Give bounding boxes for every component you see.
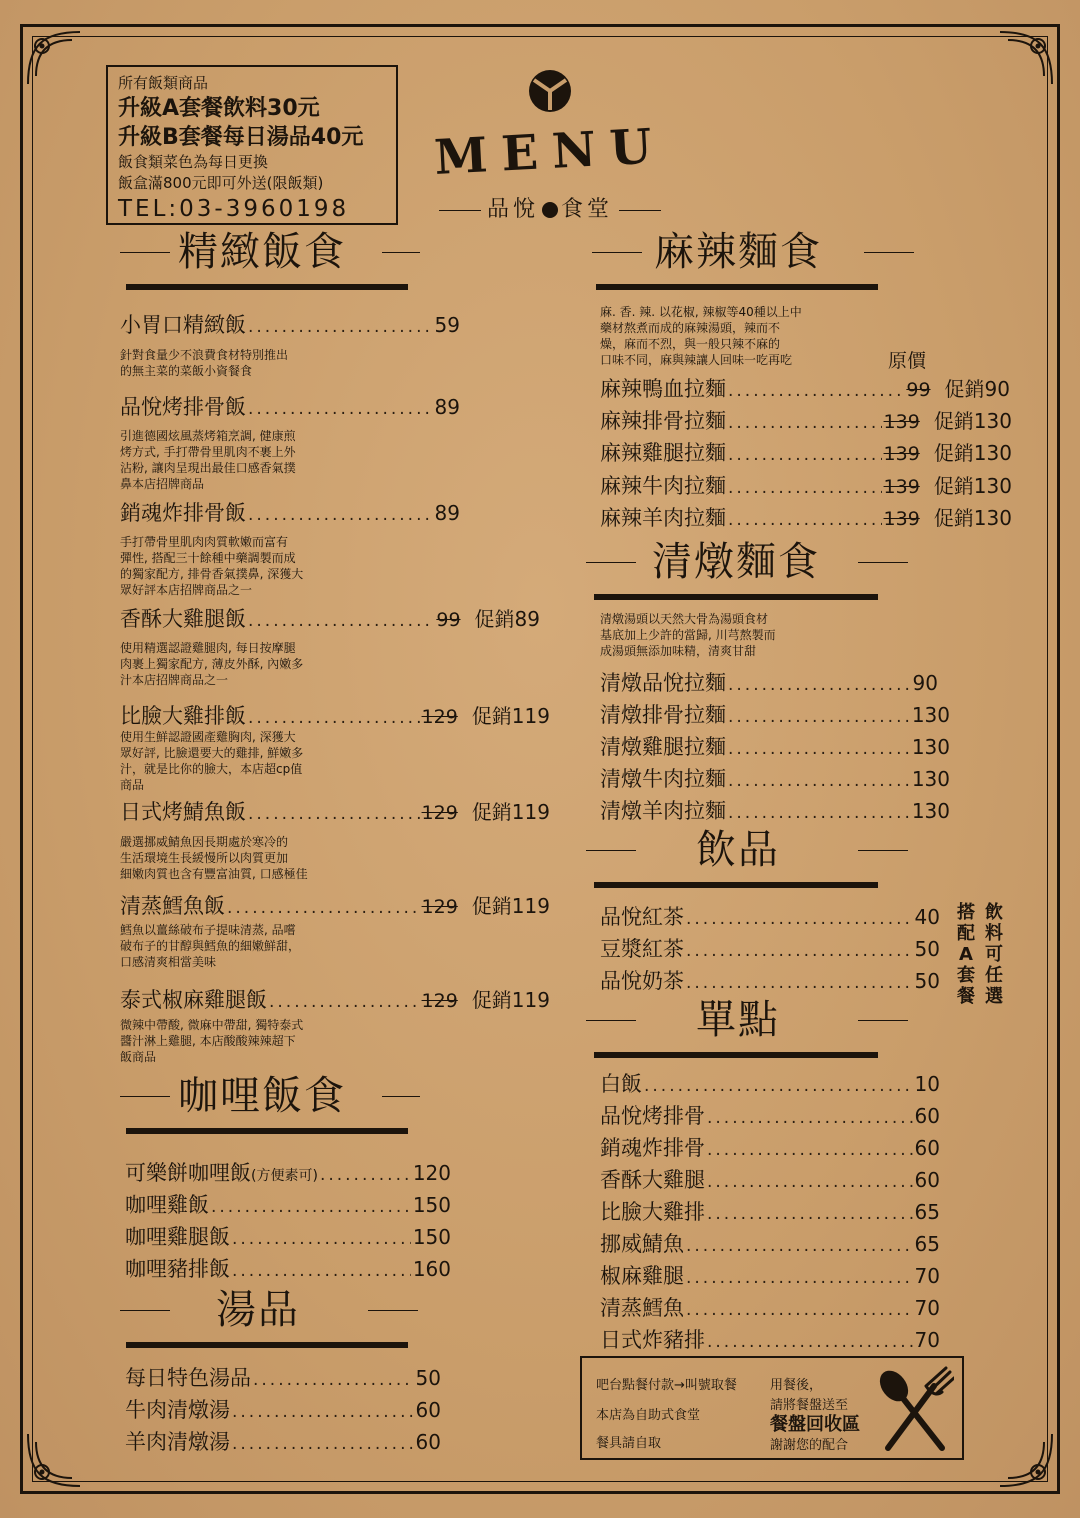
menu-item: 泰式椒麻雞腿飯 ..... 129 促銷119: [120, 984, 550, 1014]
item-description: 嚴選挪威鯖魚因長期處於寒冷的 生活環境生長緩慢所以肉質更加 細嫩肉質也含有豐富油質, 口感極佳: [120, 835, 308, 881]
menu-item: 麻辣鴨血拉麵 ..... 99 促銷90: [600, 373, 1010, 403]
menu-item: 白飯 ..... 10: [600, 1068, 940, 1098]
logo-dot-icon: [542, 202, 558, 218]
notice-text: 吧台點餐付款→叫號取餐: [596, 1378, 737, 1393]
promo-line: 所有飯類商品: [118, 74, 209, 92]
notice-text: 餐具請自取: [596, 1436, 662, 1451]
menu-item: 香酥大雞腿飯 ..... 99 促銷89: [120, 603, 540, 633]
phone-number: TEL:03-3960198: [118, 196, 350, 222]
menu-item: 麻辣牛肉拉麵 ..... 139 促銷130: [600, 470, 1012, 500]
corner-ornament-icon: [994, 26, 1058, 90]
section-title: 飲品: [696, 827, 780, 873]
menu-item: 每日特色湯品 ..... 50: [125, 1362, 441, 1392]
logo-sub-right: 食堂: [561, 197, 614, 222]
menu-item: 挪威鯖魚 ..... 65: [600, 1228, 940, 1258]
section-title: 湯品: [216, 1287, 300, 1333]
section-title: 清燉麵食: [652, 539, 820, 585]
menu-item: 銷魂炸排骨 ..... 60: [600, 1132, 940, 1162]
logo-block: [420, 68, 680, 228]
corner-ornament-icon: [22, 1428, 86, 1492]
menu-item: 麻辣雞腿拉麵 ..... 139 促銷130: [600, 437, 1012, 467]
menu-item: 品悅紅茶 ..... 40: [600, 901, 940, 931]
logo-subtitle: [420, 192, 680, 223]
pinyue-logo-icon: [527, 68, 573, 118]
menu-item: 咖哩豬排飯 ..... 160: [125, 1253, 451, 1283]
menu-item: 可樂餅咖哩飯(方便素可) ..... 120: [125, 1157, 451, 1187]
section-curry: [120, 1072, 420, 1136]
menu-item: 牛肉清燉湯 ..... 60: [125, 1394, 441, 1424]
fork-spoon-icon: [874, 1364, 954, 1454]
section-title: 精緻飯食: [178, 229, 346, 275]
menu-item: 豆漿紅茶 ..... 50: [600, 933, 940, 963]
promo-line: 升級B套餐每日湯品40元: [118, 125, 364, 150]
notice-text: 請將餐盤送至: [770, 1398, 849, 1413]
item-description: 使用生鮮認證國產雞胸肉, 深獲大 眾好評, 比臉還要大的雞排, 鮮嫩多 汁，就是比你的臉大，本店超cp值 商品: [120, 730, 304, 792]
menu-item: 品悅奶茶 ..... 50: [600, 965, 940, 995]
notice-text: 本店為自助式食堂: [596, 1408, 701, 1423]
menu-item: 清蒸鱈魚飯 ..... 129 促銷119: [120, 890, 550, 920]
promo-line: 飯食類菜色為每日更換: [118, 153, 269, 171]
menu-item: 品悅烤排骨飯 ..... 89: [120, 391, 460, 421]
promo-line: 飯盒滿800元即可外送(限飯類): [118, 174, 324, 192]
section-spicy: [592, 228, 914, 292]
item-description: 針對食量少不浪費食材特別推出 的無主菜的菜飯小資餐食: [120, 348, 289, 378]
section-title: 單點: [696, 997, 780, 1043]
menu-item: 羊肉清燉湯 ..... 60: [125, 1426, 441, 1456]
menu-item: 香酥大雞腿 ..... 60: [600, 1164, 940, 1194]
menu-item: 清燉品悅拉麵 ..... 90: [600, 667, 938, 697]
menu-item: 清燉羊肉拉麵 ..... 130: [600, 795, 950, 825]
item-description: 手打帶骨里肌肉肉質軟嫩而富有 彈性, 搭配三十餘種中藥調製而成 的獨家配方, 排骨香氣撲鼻, 深獲大 眾好評本店招牌商品之一: [120, 535, 304, 597]
corner-ornament-icon: [994, 1428, 1058, 1492]
promo-box: [106, 65, 398, 225]
menu-item: 咖哩雞腿飯 ..... 150: [125, 1221, 451, 1251]
menu-item: 麻辣排骨拉麵 ..... 139 促銷130: [600, 405, 1012, 435]
notice-text: 謝謝您的配合: [770, 1438, 849, 1453]
menu-item: 品悅烤排骨 ..... 60: [600, 1100, 940, 1130]
corner-ornament-icon: [22, 26, 86, 90]
item-description: 微辣中帶酸, 微麻中帶甜, 獨特泰式 醬汁淋上雞腿, 本店酸酸辣辣超下 飯商品: [120, 1018, 304, 1064]
logo-sub-left: 品悅: [486, 197, 539, 222]
section-description: 清燉湯頭以天然大骨為湯頭食材 基底加上少許的當歸, 川芎熬製而 成湯頭無添加味精，清爽甘甜: [600, 612, 776, 658]
menu-title: MENU: [432, 117, 668, 187]
menu-item: 清燉雞腿拉麵 ..... 130: [600, 731, 950, 761]
notice-text: 用餐後，: [770, 1378, 823, 1393]
menu-item: 日式炸豬排 ..... 70: [600, 1324, 940, 1354]
section-single: [586, 996, 908, 1060]
section-clear: [586, 538, 908, 602]
item-description: 鱈魚以薑絲破布子提味清蒸, 品嚐 破布子的甘醇與鱈魚的細嫩鮮甜， 口感清爽相當美味: [120, 923, 301, 969]
section-drink: [586, 826, 908, 890]
section-soup: [120, 1286, 420, 1350]
menu-item: 清蒸鱈魚 ..... 70: [600, 1292, 940, 1322]
menu-item: 小胃口精緻飯 ..... 59: [120, 309, 460, 339]
drink-note-vertical: 搭配A套餐: [957, 902, 975, 1007]
section-title: 咖哩飯食: [178, 1073, 346, 1119]
original-price-header: 原價: [888, 350, 927, 372]
menu-item: 麻辣羊肉拉麵 ..... 139 促銷130: [600, 502, 1012, 532]
section-title: 麻辣麵食: [654, 229, 822, 275]
menu-item: 椒麻雞腿 ..... 70: [600, 1260, 940, 1290]
notice-box: [580, 1356, 964, 1460]
item-description: 使用精選認證雞腿肉, 每日按摩腿 肉裹上獨家配方, 薄皮外酥, 內嫩多 汁本店招牌商品之一: [120, 641, 304, 687]
menu-item: 比臉大雞排飯 ..... 129 促銷119: [120, 700, 550, 730]
menu-item: 日式烤鯖魚飯 ..... 129 促銷119: [120, 796, 550, 826]
section-rice: [120, 228, 420, 292]
drink-note-vertical: 飲料可任選: [985, 902, 1003, 1007]
notice-text-bold: 餐盤回收區: [770, 1414, 860, 1435]
promo-line: 升級A套餐飲料30元: [118, 96, 320, 121]
item-description: 引進德國炫風蒸烤箱烹調, 健康煎 烤方式, 手打帶骨里肌肉不裹上外 沾粉, 讓肉呈現出最佳口感香氣撲 鼻本店招牌商品: [120, 429, 296, 491]
menu-item: 咖哩雞飯 ..... 150: [125, 1189, 451, 1219]
menu-item: 銷魂炸排骨飯 ..... 89: [120, 497, 460, 527]
menu-item: 清燉牛肉拉麵 ..... 130: [600, 763, 950, 793]
section-description: 麻. 香. 辣. 以花椒, 辣椒等40種以上中 藥材熬煮而成的麻辣湯頭，辣而不 燥，麻而不烈，與一般只辣不麻的 口味不同，麻與辣讓人回味一吃再吃: [600, 305, 802, 367]
menu-item: 比臉大雞排 ..... 65: [600, 1196, 940, 1226]
menu-item: 清燉排骨拉麵 ..... 130: [600, 699, 950, 729]
